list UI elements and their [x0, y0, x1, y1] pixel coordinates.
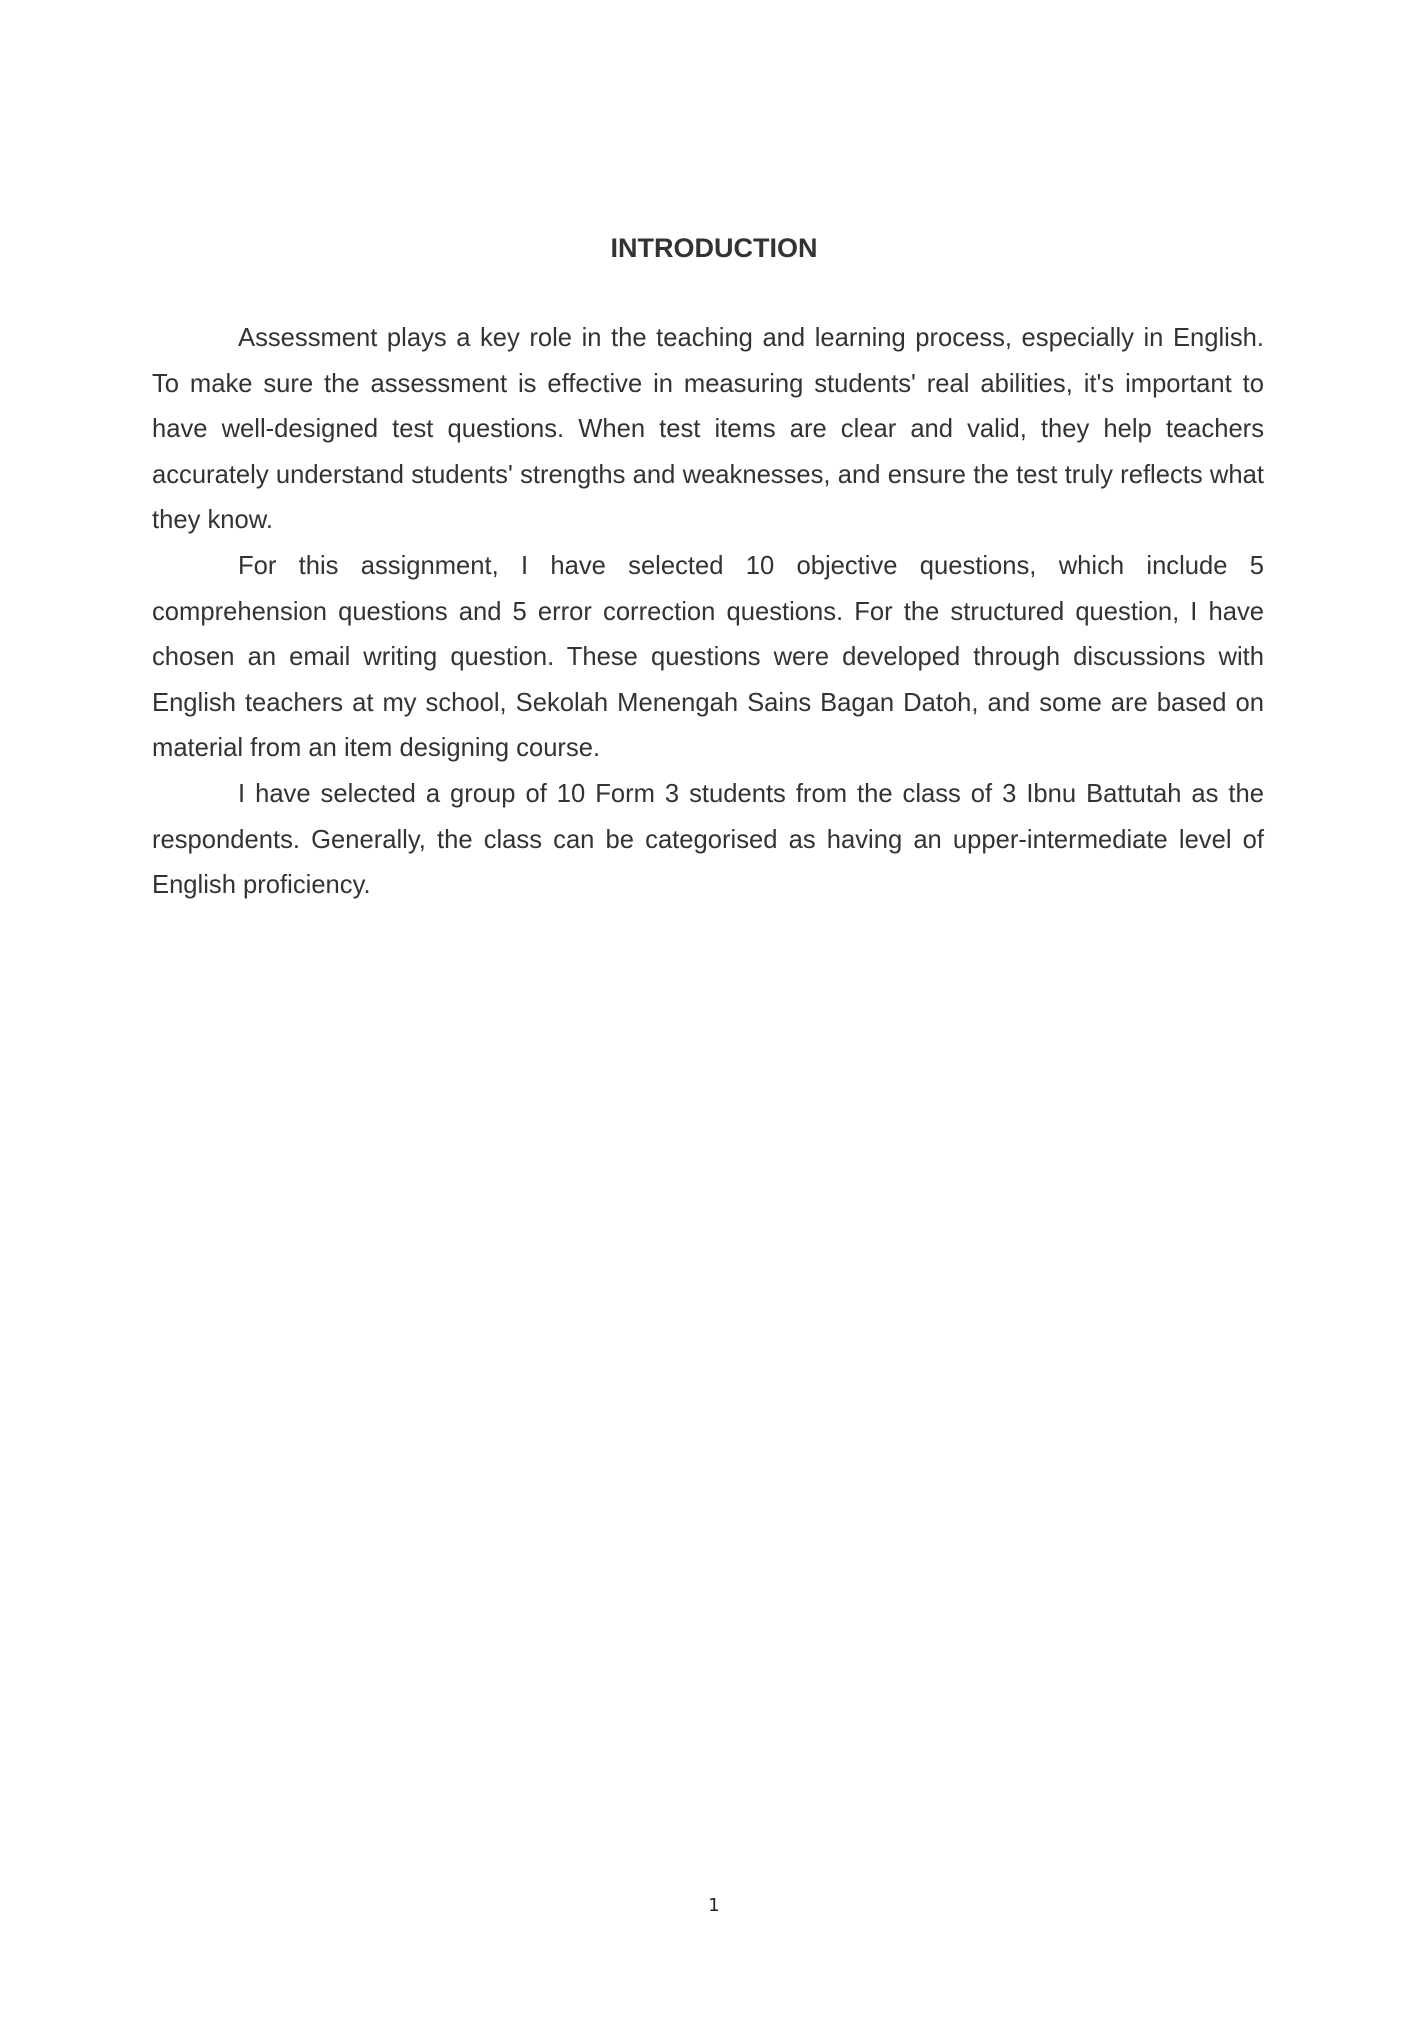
- page-number: 1: [708, 1895, 720, 1916]
- paragraph-assessment-role: Assessment plays a key role in the teaching and learning process, especially in English. To make sure the assessment is effective in measuring students' real abilities, it's important to have well-designed test questions. When test items are clear and valid, they help teachers accurately understand students' strengths and weaknesses, and ensure the test truly reflects what they know.: [152, 324, 1264, 535]
- page-title: INTRODUCTION: [610, 233, 818, 263]
- body-text: [152, 316, 1264, 909]
- paragraph-assignment-questions: For this assignment, I have selected 10 objective questions, which include 5 comprehension questions and 5 error correction questions. For the structured question, I have chosen an email writing question. These questions were developed through discussions with English teachers at my school, Sekolah Menengah Sains Bagan Datoh, and some are based on material from an item designing course.: [152, 551, 1264, 763]
- paragraph-respondents: I have selected a group of 10 Form 3 students from the class of 3 Ibnu Battutah as the respondents. Generally, the class can be categorised as having an upper-intermediate level of English proficiency.: [152, 779, 1264, 900]
